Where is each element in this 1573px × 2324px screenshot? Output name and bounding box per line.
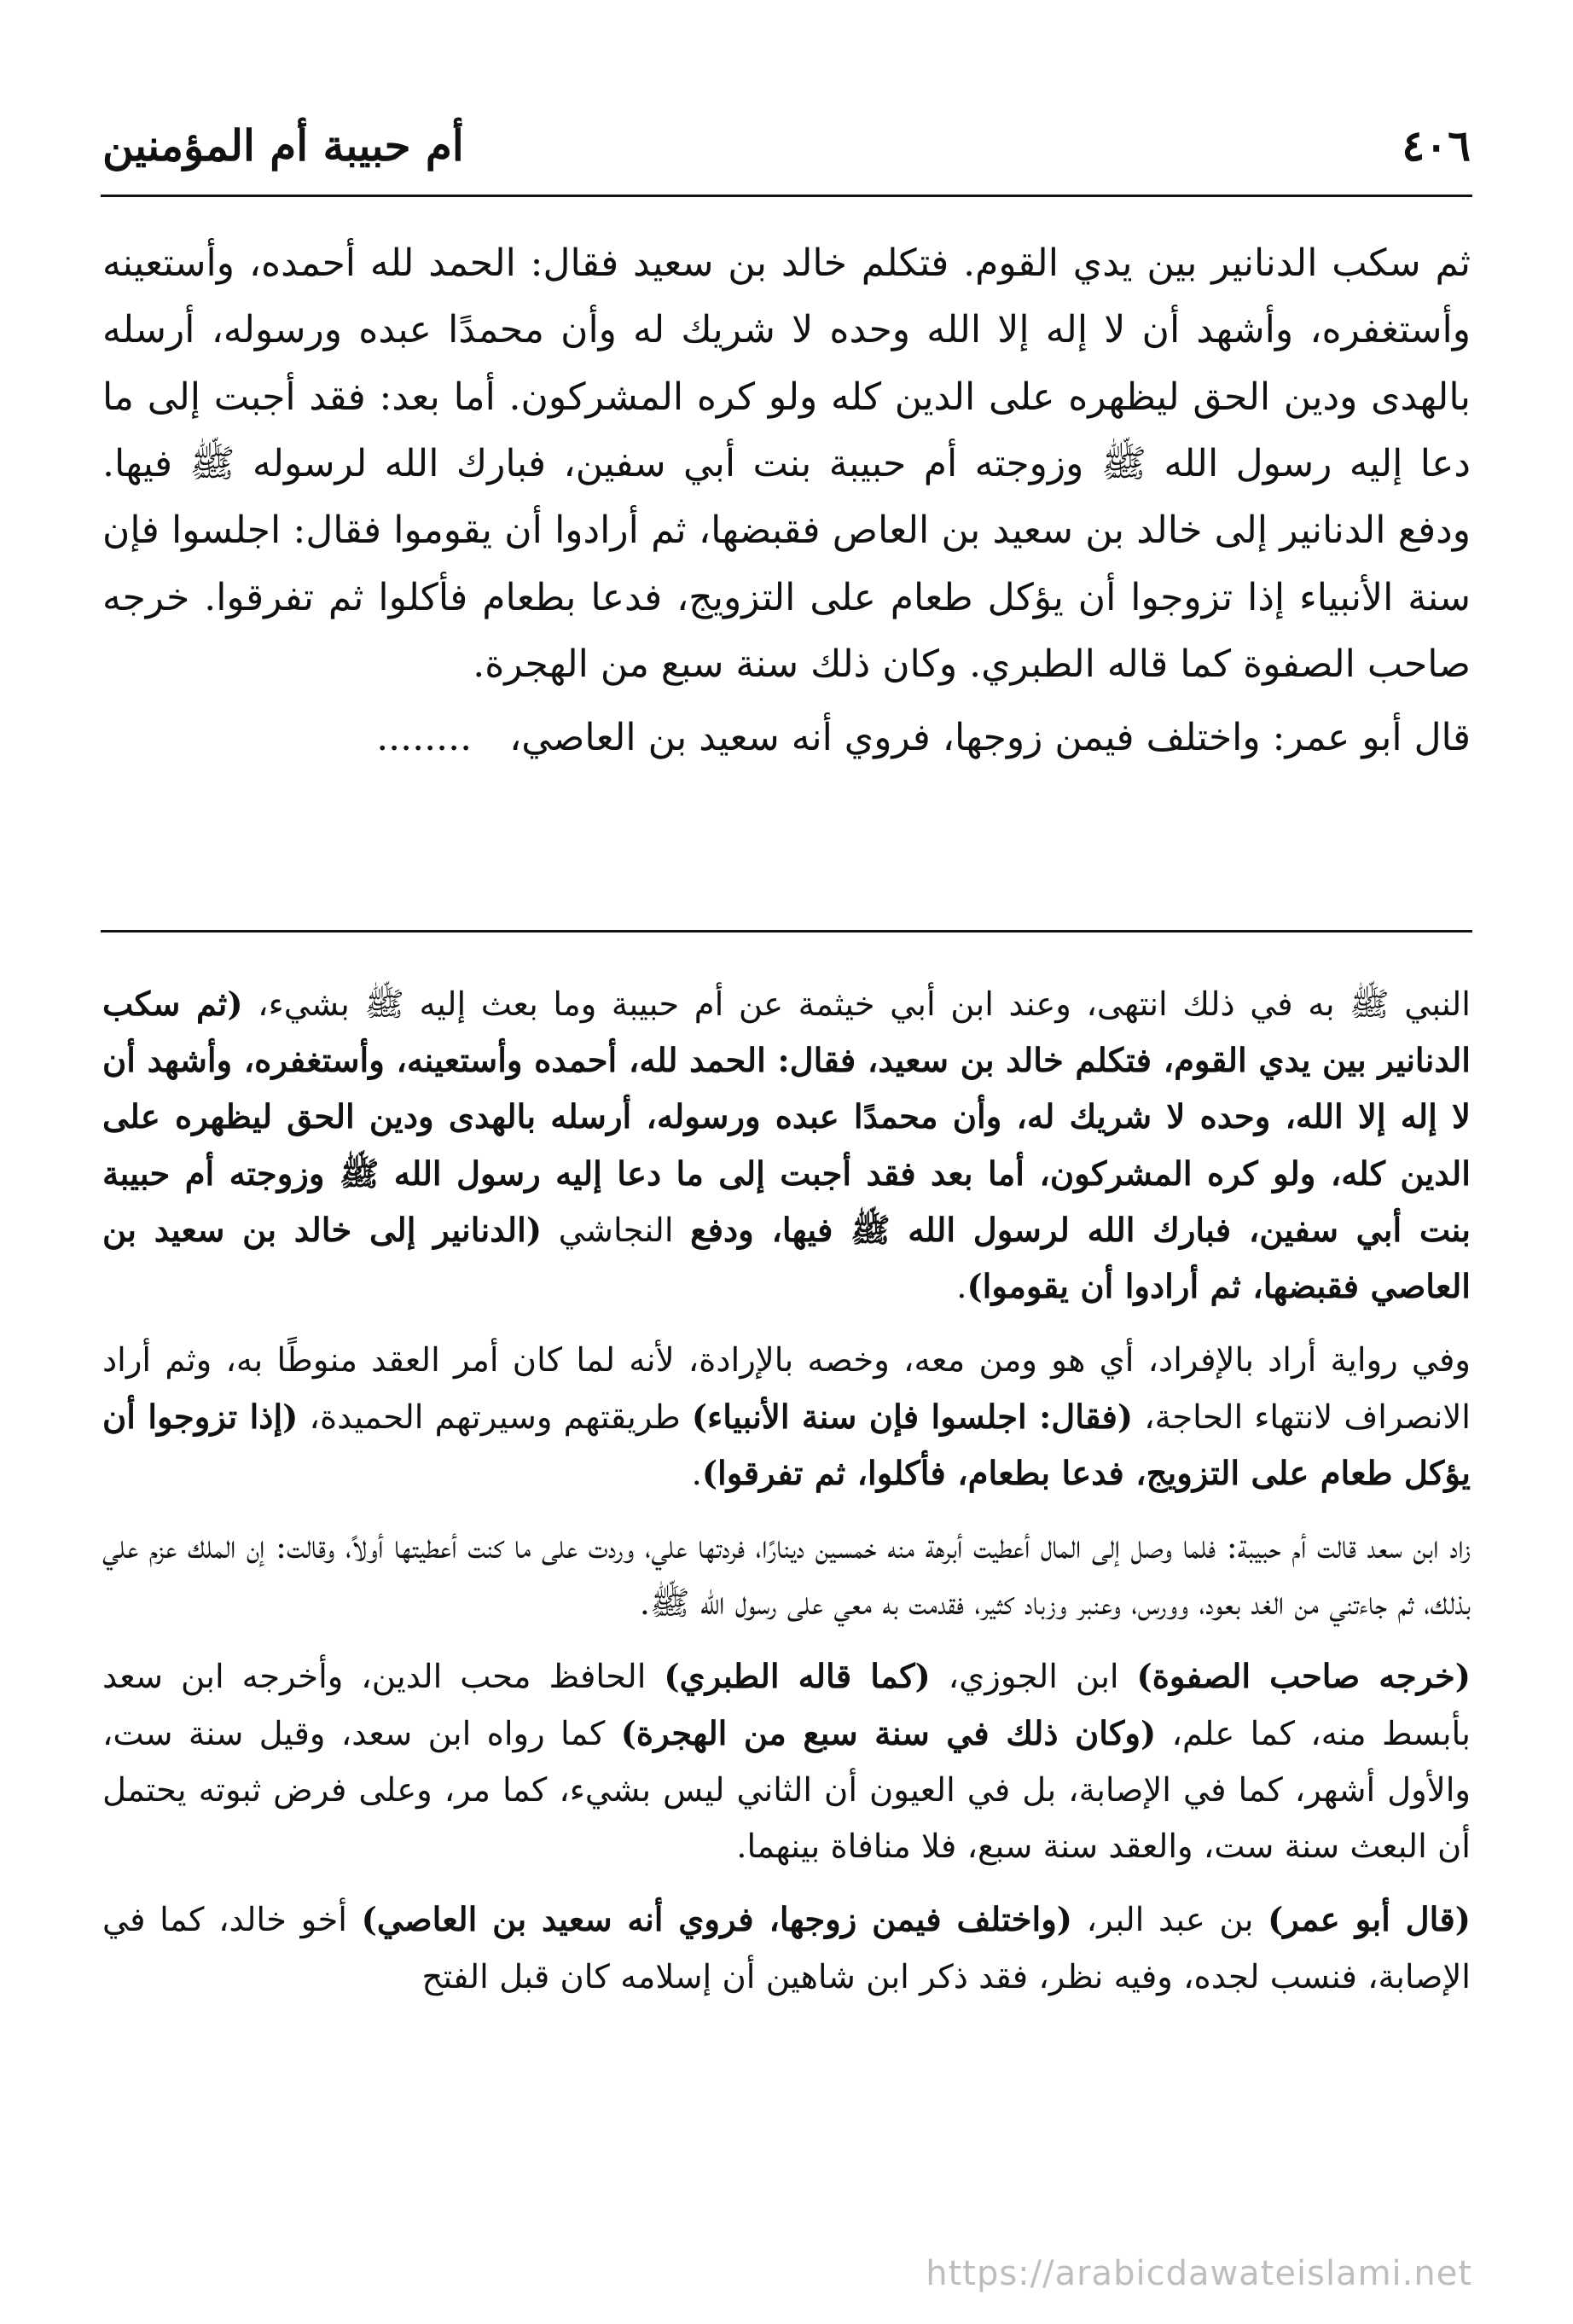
continuation-dots: ........ <box>376 716 473 760</box>
quoted-matn: (وكان ذلك في سنة سبع من الهجرة) <box>620 1714 1157 1753</box>
commentary-text-run: وفي رواية أراد بالإفراد، أي هو ومن معه، وخصه بالإرادة، لأنه لما كان أمر العقد منوطًا به، وثم أراد الانصراف لانتهاء الحاجة، <box>102 1341 1471 1437</box>
quoted-matn: (إذا تزوجوا أن يؤكل طعام على التزويج، فدعا بطعام، فأكلوا، ثم تفرقوا) <box>102 1397 1471 1493</box>
header-divider <box>101 195 1472 197</box>
commentary-paragraph-2 <box>102 1333 1471 1502</box>
commentary-paragraph-4 <box>102 1649 1471 1875</box>
watermark-url: https://arabicdawateislami.net <box>926 2254 1472 2293</box>
quoted-matn: (كما قاله الطبري) <box>664 1658 931 1697</box>
commentary-text-run: . <box>956 1268 967 1307</box>
commentary-text-run: بن عبد البر، <box>1072 1901 1268 1940</box>
main-paragraph: ثم سكب الدنانير بين يدي القوم. فتكلم خالد بن سعيد فقال: الحمد لله أحمده، وأستعينه وأستغفره، وأشهد أن لا إله إلا الله وحده لا شريك له وأن محمدًا عبده ورسوله، أرسله بالهدى ودين الحق ليظهره على الدين كله ولو كره المشركون. أما بعد: فقد أجبت إلى ما دعا إليه رسول الله ﷺ وزوجته أم حبيبة بنت أبي سفين، فبارك الله لرسوله ﷺ فيها. ودفع الدنانير إلى خالد بن سعيد بن العاص فقبضها، ثم أرادوا أن يقوموا فقال: اجلسوا فإن سنة الأنبياء إذا تزوجوا أن يؤكل طعام على التزويج، فدعا بطعام فأكلوا ثم تفرقوا. خرجه صاحب الصفوة كما قاله الطبري. وكان ذلك سنة سبع من الهجرة. <box>102 241 1471 686</box>
commentary-text-run: النجاشي <box>542 1211 691 1250</box>
quoted-matn: (ثم سكب الدنانير بين يدي القوم، فتكلم خالد بن سعيد، فقال: الحمد لله، أحمده وأستعينه، وأستغفره، وأشهد أن لا إله إلا الله، وحده لا شريك له، وأن محمدًا عبده ورسوله، أرسله بالهدى ودين الحق ليظهره على الدين كله، ولو كره المشركون، أما بعد فقد أجبت إلى ما دعا إليه رسول الله ﷺ وزوجته أم حبيبة بنت أبي سفين، فبارك الله لرسول الله ﷺ فيها، ودفع <box>102 985 1471 1250</box>
commentary-text-run: . <box>691 1454 702 1493</box>
page-number: ٤٠٦ <box>1402 119 1471 171</box>
commentary-text-run: كما رواه ابن سعد، وقيل سنة ست، والأول أشهر، كما في الإصابة، بل في العيون أن الثاني ليس بشيء، كما مر، وعلى فرض ثبوته يحتمل أن البعث سنة ست، والعقد سنة سبع، فلا منافاة بينهما. <box>102 1714 1471 1867</box>
continued-text: قال أبو عمر: واختلف فيمن زوجها، فروي أنه سعيد بن العاصي، <box>509 716 1471 760</box>
text-commentary-divider <box>101 930 1472 933</box>
quoted-matn: (فقال: اجلسوا فإن سنة الأنبياء) <box>691 1397 1134 1437</box>
quoted-matn: (الدنانير إلى خالد بن سعيد بن العاصي فقبضها، ثم أرادوا أن يقوموا) <box>102 1211 1471 1307</box>
commentary-paragraph-1 <box>102 977 1471 1316</box>
quoted-matn: (خرجه صاحب الصفوة) <box>1136 1658 1471 1697</box>
commentary-text <box>102 977 1471 2274</box>
running-title: أم حبيبة أم المؤمنين <box>102 119 464 171</box>
main-text <box>102 230 1471 904</box>
commentary-text-run: الحافظ محب الدين، وأخرجه ابن سعد بأبسط منه، كما علم، <box>102 1658 1471 1753</box>
commentary-text-run: ابن الجوزي، <box>930 1658 1137 1697</box>
commentary-text-run: النبي ﷺ به في ذلك انتهى، وعند ابن أبي خيثمة عن أم حبيبة وما بعث إليه ﷺ بشيء، <box>242 985 1471 1024</box>
commentary-text-run: طريقتهم وسيرتهم الحميدة، <box>298 1397 692 1437</box>
commentary-paragraph-5 <box>102 1892 1471 2005</box>
quoted-matn: (قال أبو عمر) <box>1268 1901 1471 1940</box>
commentary-paragraph-3: زاد ابن سعد قالت أم حبيبة: فلما وصل إلى المال أعطيت أبرهة منه خمسين دينارًا، فردتها علي، وردت على ما كنت أعطيتها أولاً، وقالت: إن الملك عزم علي بذلك، ثم جاءتني من الغد بعود، وورس، وعنبر وزباد كثير، فقدمت به معي على رسول الله ﷺ. <box>102 1527 1471 1624</box>
quoted-matn: (واختلف فيمن زوجها، فروي أنه سعيد بن العاصي) <box>361 1901 1073 1940</box>
page-header <box>102 102 1471 188</box>
main-continued-line <box>102 705 1471 771</box>
commentary-text-run: أخو خالد، كما في الإصابة، فنسب لجده، وفيه نظر، فقد ذكر ابن شاهين أن إسلامه كان قبل الفتح <box>102 1901 1471 1996</box>
